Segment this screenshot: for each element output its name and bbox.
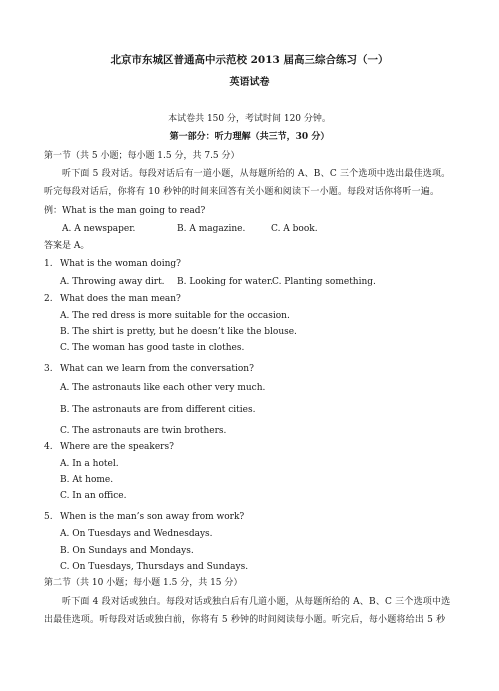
example-prompt: 例：What is the man going to read? <box>44 206 206 216</box>
question-number: 1. <box>44 259 53 269</box>
question-option: C. On Tuesdays, Thursdays and Sundays. <box>60 562 249 572</box>
question-option: A. The astronauts like each other very much. <box>60 383 266 393</box>
example-option-a: A. A newspaper. <box>62 224 136 234</box>
section1-instructions-line1: 听下面 5 段对话。每段对话后有一道小题，从每题所给的 A、B、C 三个选项中选出最佳选项。 <box>62 169 451 179</box>
question-text: What does the man mean? <box>60 294 181 304</box>
question-text: Where are the speakers? <box>60 442 174 452</box>
question-number: 4. <box>44 442 53 452</box>
question-option: C. Planting something. <box>272 277 376 287</box>
section2-heading: 第二节（共 10 小题；每小题 1.5 分，共 15 分） <box>44 578 243 588</box>
question-option: C. The astronauts are twin brothers. <box>60 426 227 436</box>
section2-instructions-line2: 出最佳选项。听每段对话或独白前，你将有 5 秒钟的时间阅读每小题。听完后，每小题将给出 5 秒 <box>44 615 446 625</box>
part1-title: 第一部分：听力理解（共三节，30 分） <box>169 132 330 142</box>
question-number: 2. <box>44 294 53 304</box>
exam-title: 北京市东城区普通高中示范校 2013 届高三综合练习（一） <box>110 54 389 66</box>
section1-instructions-line2: 听完每段对话后，你将有 10 秒钟的时间来回答有关小题和阅读下一小题。每段对话你将听一遍。 <box>44 187 440 197</box>
exam-subtitle: 英语试卷 <box>229 77 270 88</box>
question-text: What can we learn from the conversation? <box>60 364 254 374</box>
question-option: B. At home. <box>60 475 114 485</box>
question-option: B. The shirt is pretty, but he doesn’t like the blouse. <box>60 327 297 337</box>
question-text: When is the man’s son away from work? <box>60 512 245 522</box>
question-option: C. The woman has good taste in clothes. <box>60 343 245 353</box>
example-option-c: C. A book. <box>271 224 318 234</box>
question-option: A. On Tuesdays and Wednesdays. <box>60 529 213 539</box>
question-option: B. Looking for water. <box>177 277 273 287</box>
question-number: 5. <box>44 512 53 522</box>
question-option: A. In a hotel. <box>60 459 119 469</box>
question-text: What is the woman doing? <box>60 259 181 269</box>
example-option-b: B. A magazine. <box>177 224 246 234</box>
section1-heading: 第一节（共 5 小题；每小题 1.5 分，共 7.5 分） <box>44 151 240 161</box>
exam-info: 本试卷共 150 分，考试时间 120 分钟。 <box>168 114 331 124</box>
question-option: A. The red dress is more suitable for the occasion. <box>60 311 290 321</box>
question-number: 3. <box>44 364 53 374</box>
section2-instructions-line1: 听下面 4 段对话或独白。每段对话或独白后有几道小题，从每题所给的 A、B、C 三个选项中选 <box>62 597 451 607</box>
question-option: B. The astronauts are from different cities. <box>60 405 256 415</box>
question-option: A. Throwing away dirt. <box>60 277 165 287</box>
question-option: B. On Sundays and Mondays. <box>60 546 194 556</box>
question-option: C. In an office. <box>60 491 127 501</box>
example-answer: 答案是 A。 <box>44 241 90 251</box>
